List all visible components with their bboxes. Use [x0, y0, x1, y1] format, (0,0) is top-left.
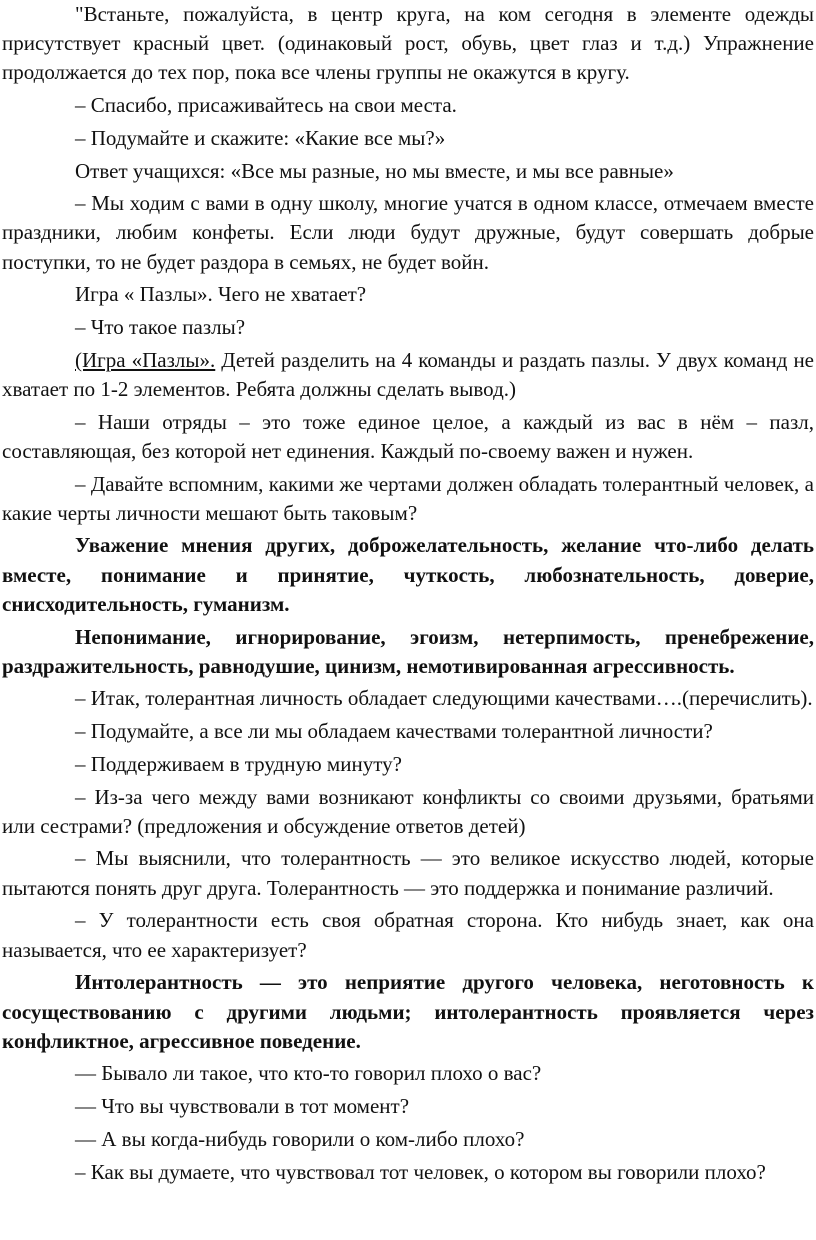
paragraph-tolerant-personality: – Итак, толерантная личность обладает следующими качествами….(перечислить). — [75, 686, 813, 711]
paragraph-puzzle-game-title: Игра « Пазлы». Чего не хватает? — [75, 282, 367, 307]
paragraph-reverse-side: – У толерантности есть своя обратная сторона. Кто нибудь знает, как она называется, что ее характеризует? — [2, 908, 814, 962]
paragraph-think-qualities: – Подумайте, а все ли мы обладаем качествами толерантной личности? — [75, 719, 713, 744]
paragraph-thanks: – Спасибо, присаживайтесь на свои места. — [75, 93, 457, 118]
paragraph-how-felt-person: – Как вы думаете, что чувствовал тот человек, о котором вы говорили плохо? — [75, 1159, 766, 1184]
paragraph-question-what-are-we: – Подумайте и скажите: «Какие все мы?» — [75, 125, 446, 150]
paragraph-circle-exercise: "Встаньте, пожалуйста, в центр круга, на ком сегодня в элементе одежды присутствует красный цвет. (одинаковый рост, обувь, цвет глаз и т.д.) Упражнение продолжается до тех пор, пока все члены группы не окажутся в кругу. — [2, 2, 814, 85]
paragraph-same-school: – Мы ходим с вами в одну школу, многие учатся в одном классе, отмечаем вместе праздники, любим конфеты. Если люди будут дружные, будут совершать добрые поступки, то не будет раздора в семьях, не будет войн. — [2, 191, 814, 274]
puzzle-instructions-text: Детей разделить на 4 команды и раздать пазлы. У двух команд не хватает по 1-2 элементов. Ребята должны сделать вывод.) — [2, 347, 815, 401]
paragraph-puzzle-instructions — [2, 346, 814, 404]
paragraph-spoken-badly: — Бывало ли такое, что кто-то говорил плохо о вас? — [75, 1061, 542, 1086]
paragraph-positive-traits: Уважение мнения других, доброжелательность, желание что-либо делать вместе, понимание и принятие, чуткость, любознательность, доверие, снисходительность, гуманизм. — [2, 533, 814, 616]
paragraph-tolerant-traits-question: – Давайте вспомним, какими же чертами должен обладать толерантный человек, а какие черты личности мешают быть таковым? — [2, 471, 814, 525]
paragraph-negative-traits: Непонимание, игнорирование, эгоизм, нетерпимость, пренебрежение, раздражительность, равнодушие, цинизм, немотивированная агрессивность. — [2, 624, 814, 678]
paragraph-teams-whole: – Наши отряды – это тоже единое целое, а каждый из вас в нём – пазл, составляющая, без которой нет единения. Каждый по-своему важен и нужен. — [2, 409, 814, 463]
paragraph-support: – Поддерживаем в трудную минуту? — [75, 751, 402, 776]
underlined-game-label: (Игра «Пазлы». — [75, 347, 216, 372]
paragraph-intolerance-definition: Интолерантность — это неприятие другого человека, неготовность к сосуществованию с другими людьми; интолерантность проявляется через конфликтное, агрессивное поведение. — [2, 970, 814, 1053]
paragraph-you-spoke-badly: — А вы когда-нибудь говорили о ком-либо плохо? — [75, 1126, 525, 1151]
paragraph-what-are-puzzles: – Что такое пазлы? — [75, 315, 246, 340]
paragraph-what-felt: — Что вы чувствовали в тот момент? — [75, 1094, 410, 1119]
paragraph-conflicts: – Из-за чего между вами возникают конфликты со своими друзьями, братьями или сестрами? (предложения и обсуждение ответов детей) — [2, 784, 814, 838]
paragraph-tolerance-definition: – Мы выяснили, что толерантность — это великое искусство людей, которые пытаются понять друг друга. Толерантность — это поддержка и понимание различий. — [2, 846, 814, 900]
paragraph-students-answer: Ответ учащихся: «Все мы разные, но мы вместе, и мы все равные» — [75, 158, 674, 183]
